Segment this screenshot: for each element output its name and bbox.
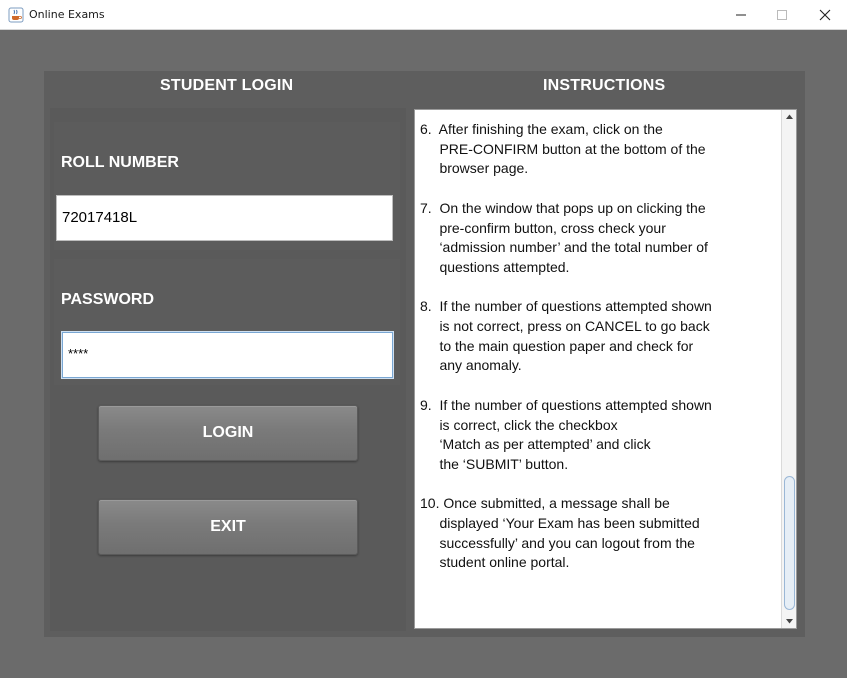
password-input[interactable]: **** (62, 332, 393, 378)
instruction-line: pre-confirm button, cross check your (420, 219, 666, 236)
java-cup-icon (8, 7, 24, 23)
instruction-item (420, 297, 781, 376)
password-label: PASSWORD (61, 291, 155, 308)
instruction-line: PRE-CONFIRM button at the bottom of the (420, 140, 706, 157)
instruction-item (420, 120, 781, 179)
instruction-item (420, 199, 781, 278)
instruction-line: any anomaly. (420, 357, 522, 374)
instructions-panel[interactable] (414, 109, 797, 629)
instructions-scrollbar[interactable] (781, 110, 796, 628)
instruction-line: the ‘SUBMIT’ button. (420, 455, 569, 472)
instruction-line: student online portal. (420, 554, 570, 571)
instruction-item (420, 396, 781, 475)
minimize-icon (735, 9, 747, 21)
title-bar (0, 0, 847, 30)
scroll-down-button[interactable] (782, 614, 797, 628)
instruction-line: 10. Once submitted, a message shall be (420, 495, 670, 512)
instruction-line: displayed ‘Your Exam has been submitted (420, 515, 700, 531)
close-icon (819, 9, 831, 21)
instruction-line: successfully’ and you can logout from the (420, 534, 695, 551)
instruction-line: 7. On the window that pops up on clicking the (420, 199, 706, 216)
instruction-line: to the main question paper and check for (420, 337, 694, 354)
instructions-heading: INSTRUCTIONS (543, 77, 666, 94)
instruction-line: questions attempted. (420, 258, 570, 275)
scroll-up-button[interactable] (782, 110, 797, 124)
login-button[interactable]: LOGIN (98, 405, 358, 461)
student-login-heading: STUDENT LOGIN (160, 77, 294, 94)
maximize-button[interactable] (760, 0, 804, 30)
instruction-line: 6. After finishing the exam, click on the (420, 121, 663, 137)
minimize-button[interactable] (719, 0, 763, 30)
exit-button[interactable]: EXIT (98, 499, 358, 555)
instruction-line: ‘Match as per attempted’ and click (420, 436, 651, 453)
instruction-line: browser page. (420, 160, 529, 177)
scroll-thumb[interactable] (784, 476, 795, 610)
close-button[interactable] (803, 0, 847, 30)
arrow-down-icon (782, 614, 797, 628)
instruction-line: 8. If the number of questions attempted shown (420, 298, 712, 315)
maximize-icon (776, 9, 788, 21)
window-title: Online Exams (29, 8, 105, 21)
roll-number-input[interactable]: 72017418L (56, 195, 393, 241)
instruction-line: ‘admission number’ and the total number of (420, 239, 708, 256)
instruction-line: is correct, click the checkbox (420, 416, 618, 433)
instruction-item (420, 494, 781, 573)
instructions-text (415, 110, 781, 628)
instruction-line: is not correct, press on CANCEL to go back (420, 318, 710, 334)
roll-number-label: ROLL NUMBER (61, 154, 179, 171)
instruction-line: 9. If the number of questions attempted shown (420, 396, 712, 413)
arrow-up-icon (782, 110, 797, 124)
